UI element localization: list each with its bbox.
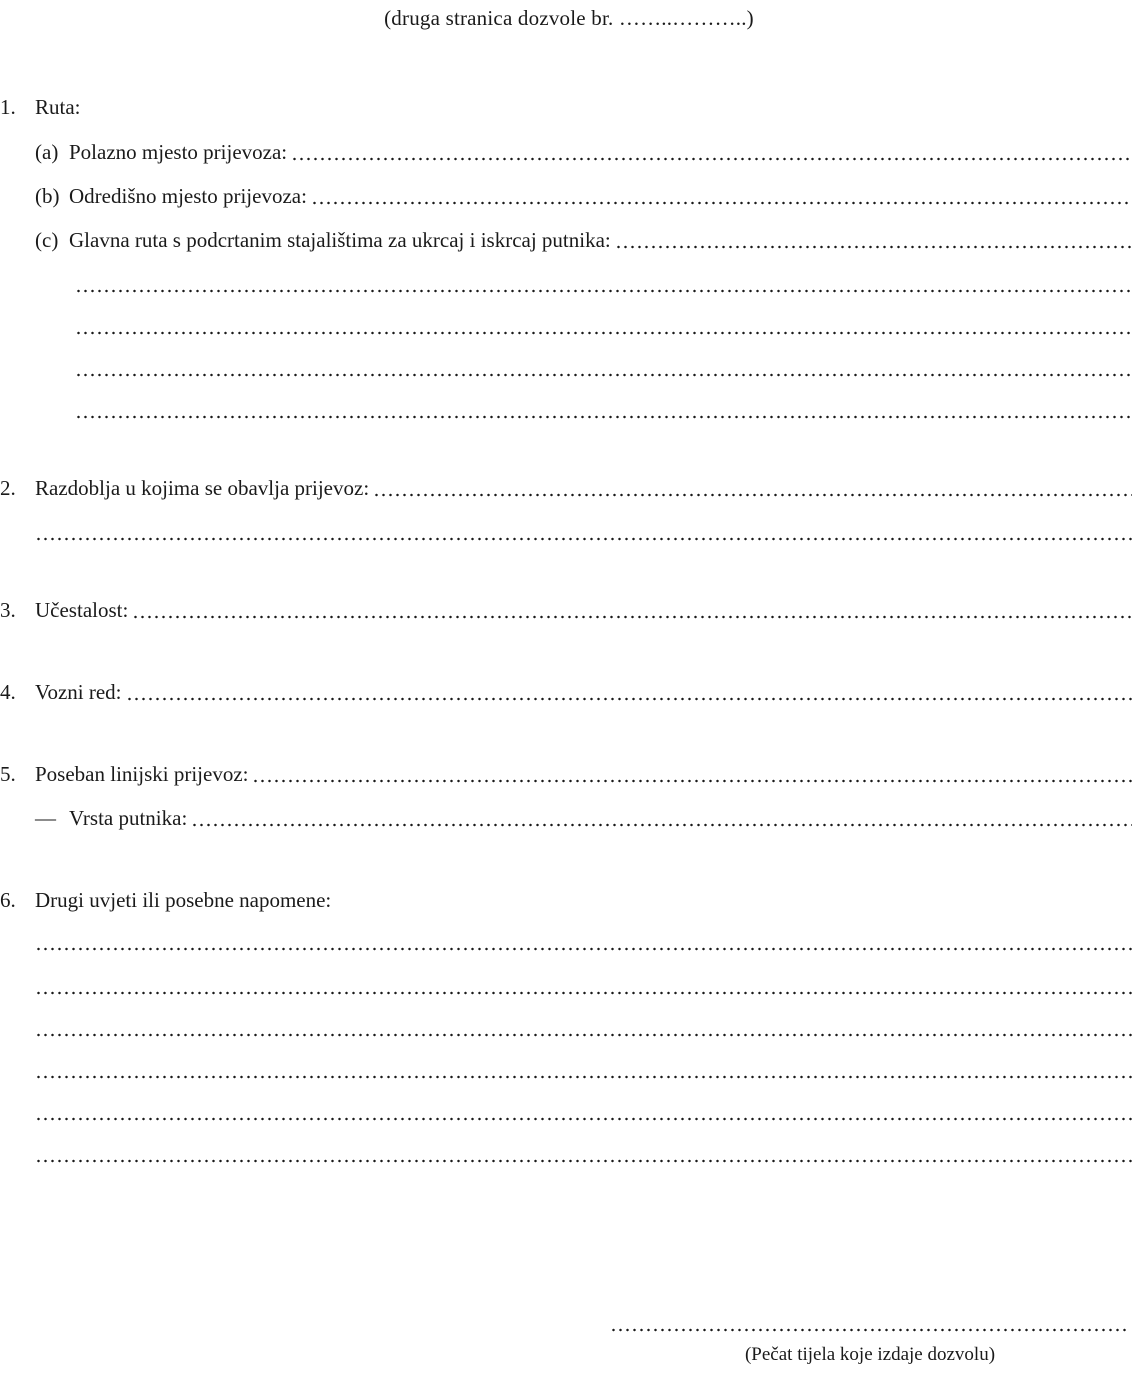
- notes-line[interactable]: [35, 1100, 1132, 1128]
- section-1-number: 1.: [0, 95, 16, 119]
- section-4-label: Vozni red:: [35, 680, 122, 704]
- field-timetable[interactable]: [0, 680, 1132, 708]
- notes-line[interactable]: [35, 974, 1132, 1002]
- fill-line: [373, 493, 1132, 497]
- route-continuation-line[interactable]: [75, 356, 1132, 384]
- fill-line: [75, 373, 1132, 377]
- fill-line: [35, 537, 1132, 541]
- route-continuation-line[interactable]: [75, 398, 1132, 426]
- fill-line: [35, 947, 1132, 951]
- field-departure-place[interactable]: [35, 140, 1132, 168]
- notes-line[interactable]: [35, 930, 1132, 958]
- fill-line: [75, 289, 1132, 293]
- section-6-number: 6.: [0, 888, 16, 912]
- item-b-label: Odredišno mjesto prijevoza:: [69, 184, 307, 208]
- fill-line: [75, 331, 1132, 335]
- route-continuation-line[interactable]: [75, 272, 1132, 300]
- item-c-label: Glavna ruta s podcrtanim stajalištima za ukrcaj i iskrcaj putnika:: [69, 228, 611, 252]
- fill-line: [291, 157, 1132, 161]
- section-6-label: Drugi uvjeti ili posebne napomene:: [35, 888, 332, 912]
- periods-continuation-line[interactable]: [35, 520, 1132, 548]
- fill-line: [35, 1075, 1132, 1079]
- notes-line[interactable]: [35, 1058, 1132, 1086]
- fill-line: [35, 1159, 1132, 1163]
- fill-line: [615, 245, 1132, 249]
- fill-line: [126, 697, 1132, 701]
- item-a-label: Polazno mjesto prijevoza:: [69, 140, 288, 164]
- section-1-title: Ruta:: [35, 95, 81, 119]
- field-passenger-type[interactable]: [35, 806, 1132, 834]
- section-5-number: 5.: [0, 762, 16, 786]
- notes-line[interactable]: [35, 1016, 1132, 1044]
- fill-line: [311, 201, 1132, 205]
- section-1-heading: [0, 95, 1132, 123]
- stamp-label: (Pečat tijela koje izdaje dozvolu): [744, 1344, 996, 1365]
- notes-line[interactable]: [35, 1142, 1132, 1170]
- field-main-route[interactable]: [35, 228, 1132, 256]
- section-3-label: Učestalost:: [35, 598, 129, 622]
- item-b-marker: (b): [35, 184, 60, 208]
- section-6-heading: [0, 888, 1132, 916]
- item-c-marker: (c): [35, 228, 59, 252]
- section-5-label: Poseban linijski prijevoz:: [35, 762, 249, 786]
- section-2-number: 2.: [0, 476, 16, 500]
- field-transport-periods[interactable]: [0, 476, 1132, 504]
- field-frequency[interactable]: [0, 598, 1132, 626]
- fill-line: [35, 1033, 1132, 1037]
- dash-marker: —: [35, 806, 56, 830]
- fill-line: [75, 415, 1132, 419]
- stamp-signature-line[interactable]: [610, 1328, 1130, 1332]
- field-destination-place[interactable]: [35, 184, 1132, 212]
- route-continuation-line[interactable]: [75, 314, 1132, 342]
- fill-line: [191, 823, 1132, 827]
- field-special-regular-service[interactable]: [0, 762, 1132, 790]
- section-4-number: 4.: [0, 680, 16, 704]
- section-3-number: 3.: [0, 598, 16, 622]
- passenger-type-label: Vrsta putnika:: [69, 806, 188, 830]
- page-header: (druga stranica dozvole br. ……..………..): [384, 6, 754, 30]
- fill-line: [35, 1117, 1132, 1121]
- item-a-marker: (a): [35, 140, 59, 164]
- fill-line: [252, 779, 1132, 783]
- section-2-label: Razdoblja u kojima se obavlja prijevoz:: [35, 476, 370, 500]
- fill-line: [132, 615, 1132, 619]
- fill-line: [35, 991, 1132, 995]
